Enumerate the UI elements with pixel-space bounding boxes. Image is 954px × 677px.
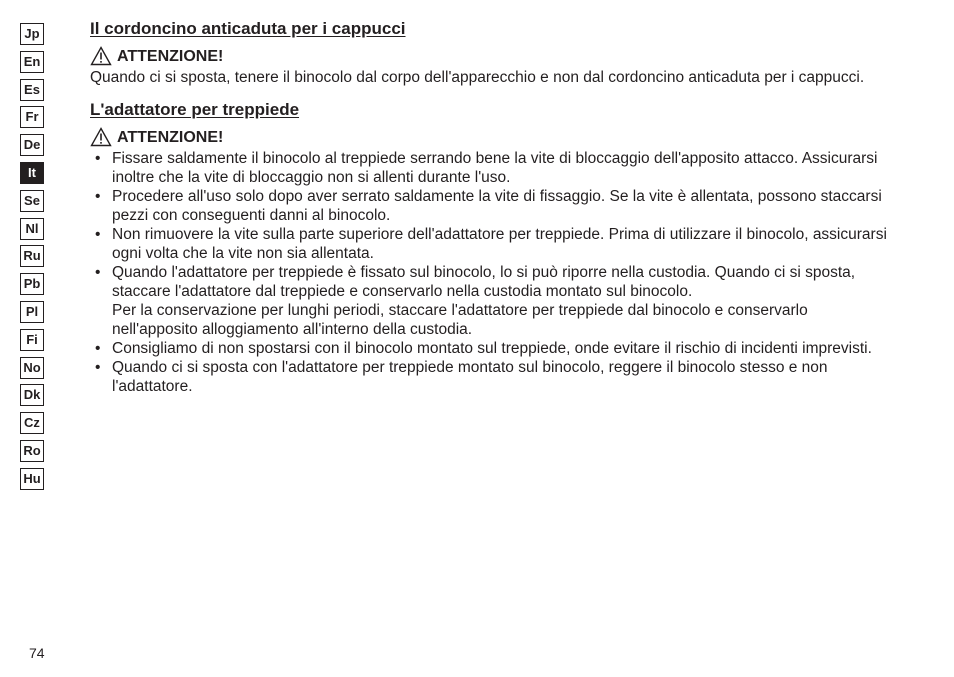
bullet-list (90, 149, 890, 396)
list-item (90, 263, 890, 339)
list-item-text: Non rimuovere la vite sulla parte superiore dell'adattatore per treppiede. Prima di utilizzare il binocolo, assicurarsi ogni volta che la vite non sia allentata. (112, 226, 887, 262)
lang-tab-it[interactable]: It (20, 162, 44, 184)
lang-tab-cz[interactable]: Cz (20, 412, 44, 434)
lang-tab-jp[interactable]: Jp (20, 23, 44, 45)
lang-tab-no[interactable]: No (20, 357, 44, 379)
warning-heading (90, 46, 890, 66)
lang-tab-de[interactable]: De (20, 134, 44, 156)
section-lens-cap-strap (90, 18, 890, 87)
bullet-marker: • (95, 340, 101, 357)
bullet-marker: • (95, 150, 101, 167)
section-tripod-adapter (90, 99, 890, 396)
lang-tab-fr[interactable]: Fr (20, 106, 44, 128)
warning-label: ATTENZIONE! (117, 47, 224, 65)
page-number: 74 (29, 645, 45, 661)
list-item-text: Consigliamo di non spostarsi con il binocolo montato sul treppiede, onde evitare il rischio di incidenti imprevisti. (112, 340, 872, 357)
section-title-tripod-adapter: L'adattatore per treppiede (90, 100, 300, 119)
lang-tab-es[interactable]: Es (20, 79, 44, 101)
list-item-text: Fissare saldamente il binocolo al treppiede serrando bene la vite di bloccaggio dell'apposito attacco. Assicurarsi inoltre che la vite di bloccaggio non si allenti durante l'uso. (112, 150, 878, 186)
warning-heading (90, 127, 890, 147)
list-item (90, 149, 890, 187)
bullet-marker: • (95, 188, 101, 205)
lang-tab-ro[interactable]: Ro (20, 440, 44, 462)
lang-tab-pl[interactable]: Pl (20, 301, 44, 323)
lang-tab-pb[interactable]: Pb (20, 273, 44, 295)
lang-tab-fi[interactable]: Fi (20, 329, 44, 351)
lang-tab-ru[interactable]: Ru (20, 245, 44, 267)
section-title-lens-cap-strap: Il cordoncino anticaduta per i cappucci (90, 19, 406, 38)
lang-tab-dk[interactable]: Dk (20, 384, 44, 406)
lang-tab-nl[interactable]: Nl (20, 218, 44, 240)
list-item-extra-text: Per la conservazione per lunghi periodi, staccare l'adattatore per treppiede dal binocolo e conservarlo nell'apposito alloggiamento all'interno della custodia. (112, 302, 808, 338)
list-item (90, 225, 890, 263)
list-item (90, 187, 890, 225)
list-item (90, 358, 890, 396)
list-item (90, 339, 890, 358)
main-content (90, 18, 890, 396)
warning-label: ATTENZIONE! (117, 128, 224, 146)
section-text: Quando ci si sposta, tenere il binocolo dal corpo dell'apparecchio e non dal cordoncino anticaduta per i cappucci. (90, 69, 865, 86)
bullet-marker: • (95, 226, 101, 243)
list-item-text: Procedere all'uso solo dopo aver serrato saldamente la vite di fissaggio. Se la vite è allentata, possono staccarsi pezzi con conseguenti danni al binocolo. (112, 188, 882, 224)
lang-tab-en[interactable]: En (20, 51, 44, 73)
list-item-text: Quando l'adattatore per treppiede è fissato sul binocolo, lo si può riporre nella custodia. Quando ci si sposta, staccare l'adattatore dal treppiede e conservarlo nella custodia montato sul binocolo. (112, 264, 856, 300)
bullet-marker: • (95, 264, 101, 281)
bullet-marker: • (95, 359, 101, 376)
list-item-text: Quando ci si sposta con l'adattatore per treppiede montato sul binocolo, reggere il binocolo stesso e non l'adattatore. (112, 359, 828, 395)
warning-triangle-icon (90, 46, 112, 66)
lang-tab-hu[interactable]: Hu (20, 468, 44, 490)
lang-tab-se[interactable]: Se (20, 190, 44, 212)
warning-triangle-icon (90, 127, 112, 147)
